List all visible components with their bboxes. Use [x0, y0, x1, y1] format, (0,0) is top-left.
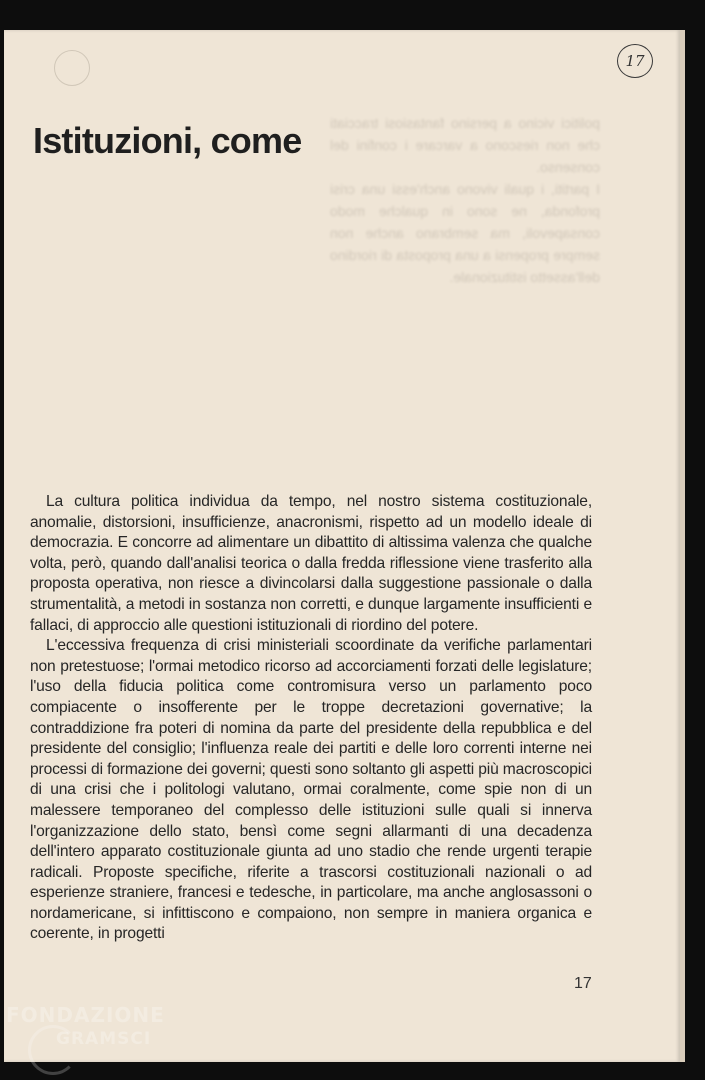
watermark: [6, 1003, 165, 1049]
bleed-line: I partiti, i quali vivono anch'essi una crisi profonda, ne sono in qualche modo consapevoli, ma sembrano anche non sempre propensi a una proposta di riordino dell'assetto istituzionale.: [330, 181, 600, 285]
page-title: Istituzioni, come: [33, 120, 302, 161]
faint-stamp-mark: [54, 50, 90, 86]
circled-page-number: 17: [617, 44, 653, 78]
watermark-line1: FONDAZIONE: [6, 1003, 165, 1027]
paragraph: L'eccessiva frequenza di crisi ministeriali scoordinate da verifiche parlamentari non pretestuose; l'ormai metodico ricorso ad accorciamenti forzati delle legislature; l'uso della fiducia politica come contromisura verso un parlamento poco compiacente o insofferente per le troppe decretazioni governative; la contraddizione fra poteri di nomina da parte del presidente della repubblica e del presidente del consiglio; l'influenza reale dei partiti e delle loro correnti interne nei processi di formazione dei governi; questi sono soltanto gli aspetti più macroscopici di una crisi che i politologi valutano, ormai coralmente, come spie non di un malessere temporaneo del complesso delle istituzioni sulle quali si innerva l'organizzazione dello stato, bensì come segni allarmanti di una decadenza dell'intero apparato costituzionale giunta ad uno stadio che rende urgenti terapie radicali. Proposte specifiche, riferite a trascorsi costituzionali nazionali o ad esperienze straniere, francesi e tedesche, in particolare, ma anche anglosassoni o nordamericane, si infittiscono e compaiono, non sempre in maniera organica e coerente, in progetti: [30, 637, 592, 943]
watermark-line2: GRAMSCI: [56, 1029, 152, 1049]
page-edge: [680, 30, 685, 1062]
paragraph: La cultura politica individua da tempo, nel nostro sistema costituzionale, anomalie, distorsioni, insufficienze, anacronismi, rispetto ad un modello ideale di democrazia. E concorre ad alimentare un dibattito di altissima valenza che qualche volta, però, quando dall'analisi teorica o dalla fredda riflessione viene trasferito alla proposta operativa, non riesce a divincolarsi dalla suggestione passionale o dalla strumentalità, a metodi in sostanza non corretti, e dunque largamente insufficienti e fallaci, di approccio alle questioni istituzionali di riordino del potere.: [30, 493, 592, 634]
body-text: [30, 492, 592, 945]
bleed-through-text: [330, 112, 600, 402]
bleed-line: politici vicino a persino fantasiosi tracciati che non riescono a varcare i confini del consenso.: [330, 115, 600, 175]
page-number: 17: [574, 975, 592, 992]
